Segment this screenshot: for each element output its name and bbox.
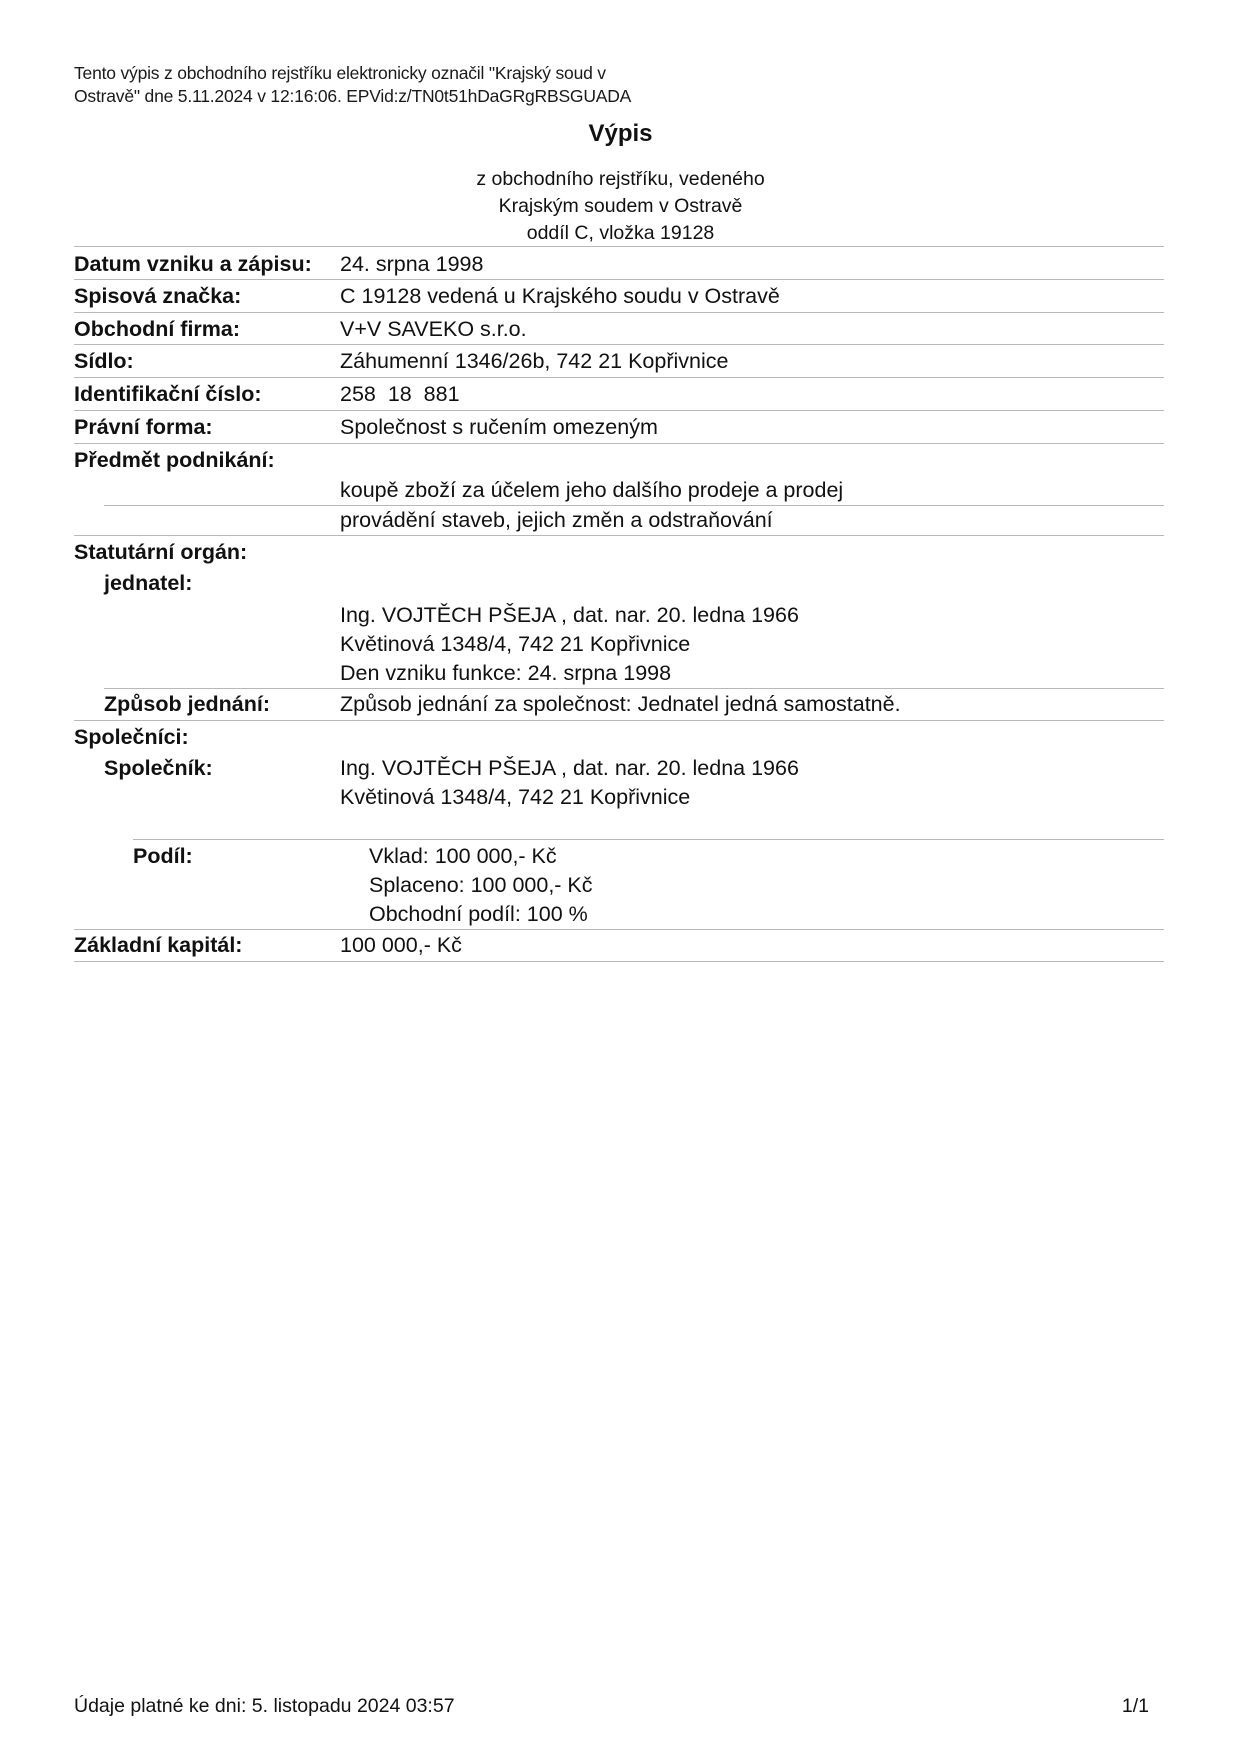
divider [74, 344, 1164, 345]
divider [74, 410, 1164, 411]
subtitle-line2: Krajským soudem v Ostravě [498, 195, 743, 217]
label-zakladni-kapital: Základní kapitál: [74, 933, 243, 957]
jednatel-line: Ing. VOJTĚCH PŠEJA , dat. nar. 20. ledna 1966 [340, 603, 799, 627]
divider [74, 312, 1164, 313]
document-title: Výpis [588, 120, 653, 147]
divider [104, 688, 1164, 689]
label-spolecnici: Společníci: [74, 725, 189, 749]
e-signature-note-line2: Ostravě" dne 5.11.2024 v 12:16:06. EPVid:z/TN0t51hDaGRgRBSGUADA [74, 86, 632, 106]
label-predmet-podnikani: Předmět podnikání: [74, 448, 275, 472]
spolecnik-line: Ing. VOJTĚCH PŠEJA , dat. nar. 20. ledna 1966 [340, 756, 799, 780]
podil-line: Splaceno: 100 000,- Kč [369, 873, 593, 897]
divider [133, 839, 1164, 840]
divider [74, 929, 1164, 930]
label-spolecnik: Společník: [104, 756, 213, 780]
subtitle-line3: oddíl C, vložka 19128 [526, 222, 715, 244]
e-signature-note-line1: Tento výpis z obchodního rejstříku elektronicky označil "Krajský soud v [74, 63, 606, 83]
predmet-item: koupě zboží za účelem jeho dalšího prodeje a prodej [340, 478, 844, 502]
divider [74, 377, 1164, 378]
spolecnik-line: Květinová 1348/4, 742 21 Kopřivnice [340, 785, 691, 809]
value-datum-vzniku: 24. srpna 1998 [340, 252, 484, 276]
divider [104, 505, 1164, 506]
predmet-item: provádění staveb, jejich změn a odstraňování [340, 508, 773, 532]
value-identifikacni-cislo: 258 18 881 [340, 382, 460, 406]
footer-valid-date: Údaje platné ke dni: 5. listopadu 2024 03:57 [74, 1695, 455, 1717]
subtitle-line1: z obchodního rejstříku, vedeného [476, 168, 765, 190]
podil-line: Obchodní podíl: 100 % [369, 902, 588, 926]
value-obchodni-firma: V+V SAVEKO s.r.o. [340, 317, 527, 341]
label-statutarni-organ: Statutární orgán: [74, 540, 248, 564]
jednatel-line: Květinová 1348/4, 742 21 Kopřivnice [340, 632, 691, 656]
value-zakladni-kapital: 100 000,- Kč [340, 933, 462, 957]
label-spisova-znacka: Spisová značka: [74, 284, 242, 308]
label-zpusob-jednani: Způsob jednání: [104, 692, 271, 716]
label-podil: Podíl: [133, 844, 193, 868]
label-sidlo: Sídlo: [74, 349, 134, 373]
jednatel-line: Den vzniku funkce: 24. srpna 1998 [340, 661, 672, 685]
value-spisova-znacka: C 19128 vedená u Krajského soudu v Ostravě [340, 284, 780, 308]
divider [74, 961, 1164, 962]
value-sidlo: Záhumenní 1346/26b, 742 21 Kopřivnice [340, 349, 729, 373]
label-identifikacni-cislo: Identifikační číslo: [74, 382, 262, 406]
value-zpusob-jednani: Způsob jednání za společnost: Jednatel jedná samostatně. [340, 692, 901, 716]
divider [74, 720, 1164, 721]
value-pravni-forma: Společnost s ručením omezeným [340, 415, 658, 439]
divider [74, 535, 1164, 536]
podil-line: Vklad: 100 000,- Kč [369, 844, 557, 868]
label-jednatel: jednatel: [104, 571, 193, 595]
label-obchodni-firma: Obchodní firma: [74, 317, 241, 341]
divider [74, 443, 1164, 444]
label-datum-vzniku: Datum vzniku a zápisu: [74, 252, 312, 276]
divider [74, 279, 1164, 280]
label-pravni-forma: Právní forma: [74, 415, 213, 439]
page-number: 1/1 [1121, 1695, 1149, 1717]
divider [74, 246, 1164, 247]
